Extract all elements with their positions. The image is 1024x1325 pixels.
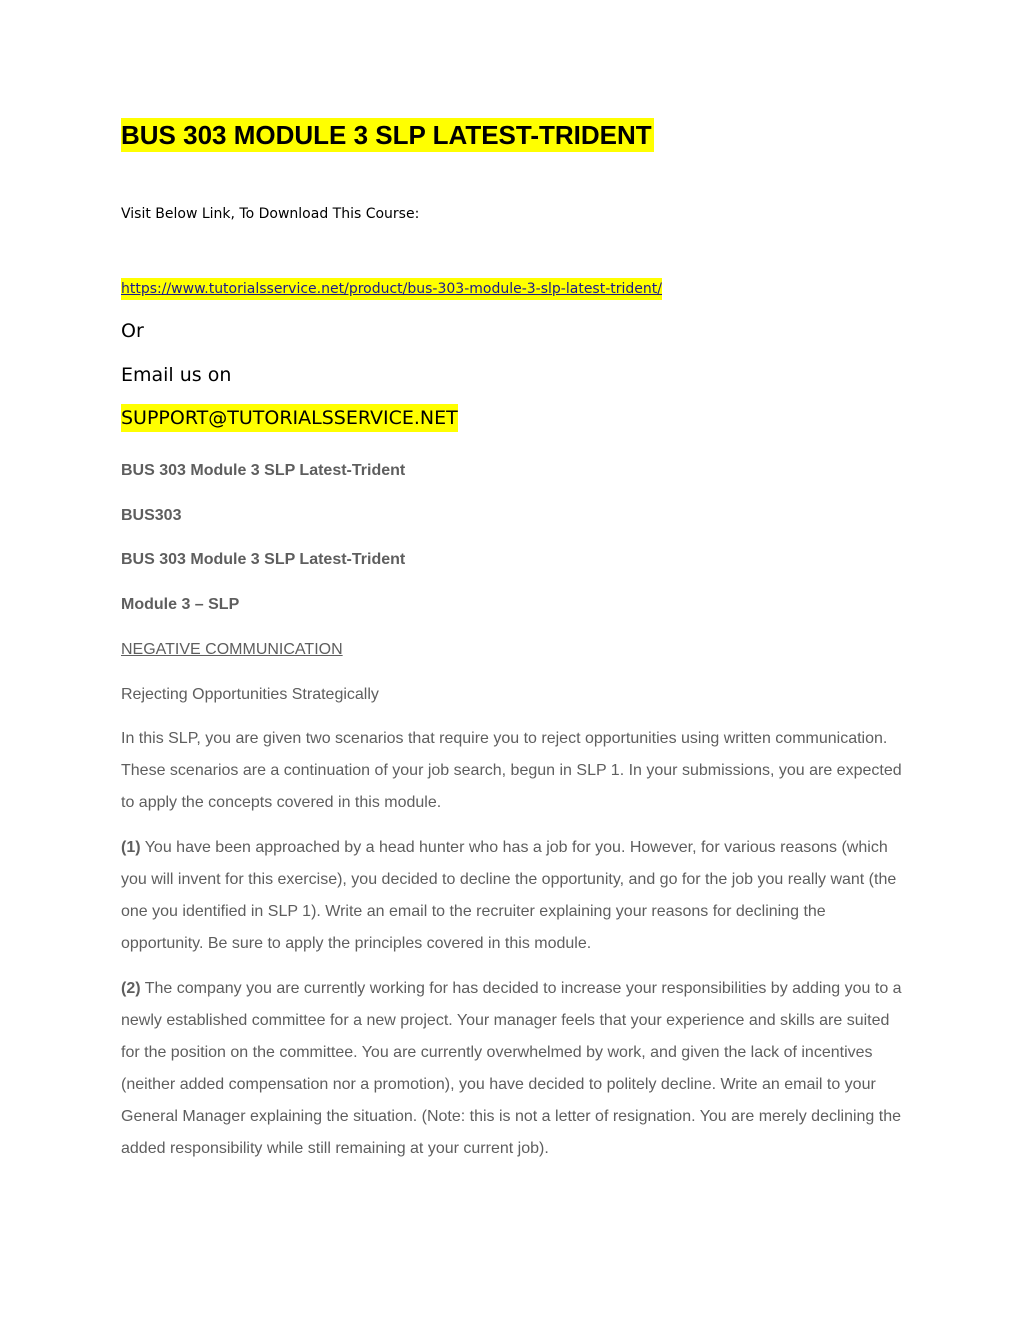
support-email[interactable]: SUPPORT@TUTORIALSSERVICE.NET: [121, 404, 458, 432]
scenario-1-paragraph: [121, 832, 911, 960]
module-heading: Module 3 – SLP: [121, 596, 240, 613]
intro-paragraph: In this SLP, you are given two scenarios that require you to reject opportunities using written communication. These scenarios are a continuation of your job search, begun in SLP 1. In your submissions, you are expected to apply the concepts covered in this module.: [121, 730, 902, 811]
visit-instruction: Visit Below Link, To Download This Course:: [121, 206, 420, 222]
course-heading: BUS 303 Module 3 SLP Latest-Trident: [121, 462, 406, 479]
document-title: BUS 303 MODULE 3 SLP LATEST-TRIDENT: [121, 120, 652, 150]
email-label: Email us on: [121, 364, 232, 386]
or-text: Or: [121, 320, 144, 342]
scenario-2-text: The company you are currently working for has decided to increase your responsibilities by adding you to a newly established committee for a new project. Your manager feels that your experience and skills are suited for the position on the committee. You are currently overwhelmed by work, and given the lack of incentives (neither added compensation nor a promotion), you have decided to politely decline. Write an email to your General Manager explaining the situation. (Note: this is not a letter of resignation. You are merely declining the added responsibility while still remaining at your current job).: [121, 980, 902, 1157]
section-title: NEGATIVE COMMUNICATION: [121, 641, 343, 658]
course-code: BUS303: [121, 507, 182, 524]
scenario-1-number: (1): [121, 839, 141, 856]
course-download-link[interactable]: https://www.tutorialsservice.net/product/bus-303-module-3-slp-latest-trident/: [121, 278, 662, 300]
scenario-2-number: (2): [121, 980, 141, 997]
section-subtitle: Rejecting Opportunities Strategically: [121, 686, 379, 703]
scenario-2-paragraph: [121, 973, 911, 1165]
scenario-1-text: You have been approached by a head hunter who has a job for you. However, for various reasons (which you will invent for this exercise), you decided to decline the opportunity, and go for the job you really want (the one you identified in SLP 1). Write an email to the recruiter explaining your reasons for declining the opportunity. Be sure to apply the principles covered in this module.: [121, 839, 897, 952]
course-heading-repeat: BUS 303 Module 3 SLP Latest-Trident: [121, 551, 406, 568]
